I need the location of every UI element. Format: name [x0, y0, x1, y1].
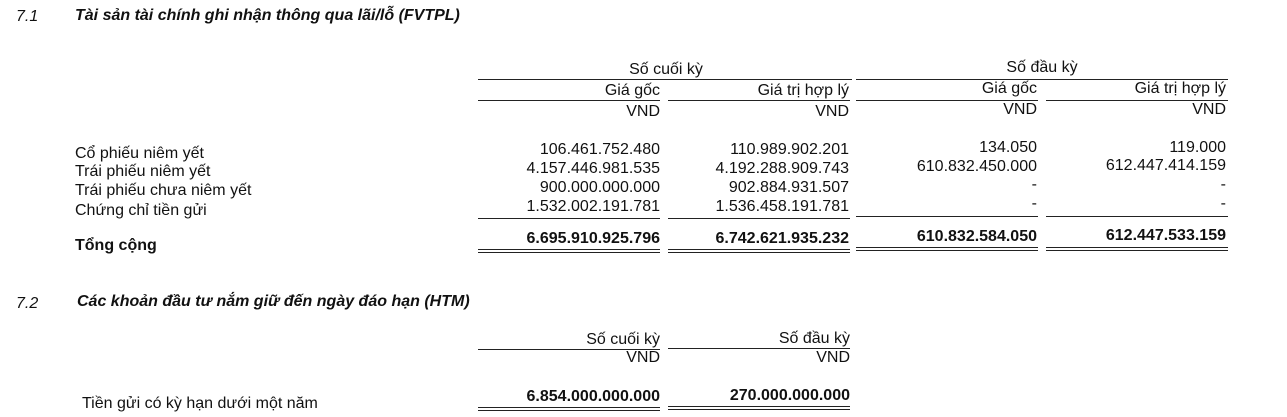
- section-number: 7.2: [16, 295, 39, 312]
- total-value: 612.447.533.159: [1105, 227, 1226, 244]
- cell-value: 900.000.000.000: [539, 179, 660, 196]
- unit-label: VND: [815, 103, 849, 120]
- total-double-rule: [856, 250, 1038, 251]
- total-value: 6.854.000.000.000: [526, 388, 660, 405]
- unit-label: VND: [1003, 101, 1037, 118]
- cell-value: 902.884.931.507: [728, 179, 849, 196]
- subtotal-rule: [478, 218, 660, 219]
- total-label: Tổng cộng: [75, 237, 157, 254]
- total-double-rule: [668, 252, 850, 253]
- cell-value: 610.832.450.000: [916, 158, 1037, 175]
- total-double-rule: [668, 406, 850, 407]
- col-header-fair-start: Giá trị hợp lý: [1134, 80, 1226, 97]
- total-double-rule: [478, 410, 660, 411]
- total-double-rule: [668, 409, 850, 410]
- group-header-start: Số đầu kỳ: [1006, 59, 1078, 76]
- row-label: Trái phiếu chưa niêm yết: [75, 182, 252, 199]
- total-double-rule: [478, 249, 660, 250]
- cell-value: 612.447.414.159: [1105, 157, 1226, 174]
- col-header-cost-start: Giá gốc: [981, 80, 1037, 97]
- cell-value: 106.461.752.480: [539, 141, 660, 158]
- subtotal-rule: [668, 218, 850, 219]
- col-header-cost-end: Giá gốc: [604, 82, 660, 99]
- cell-value: 110.989.902.201: [730, 141, 849, 158]
- cell-value: -: [1220, 176, 1226, 193]
- section-title: Các khoản đầu tư nắm giữ đến ngày đáo hạn (HTM): [77, 293, 470, 310]
- unit-label: VND: [816, 349, 850, 366]
- subtotal-rule: [1046, 216, 1228, 217]
- total-double-rule: [478, 407, 660, 408]
- col-header-end: Số cuối kỳ: [586, 331, 660, 348]
- subtotal-rule: [856, 216, 1038, 217]
- cell-value: 1.532.002.191.781: [526, 198, 660, 215]
- unit-label: VND: [1192, 101, 1226, 118]
- unit-label: VND: [626, 349, 660, 366]
- cell-value: 1.536.458.191.781: [715, 198, 849, 215]
- group-rule-end: [478, 79, 852, 80]
- cell-value: 119.000: [1169, 139, 1226, 156]
- total-value: 6.742.621.935.232: [715, 230, 849, 247]
- cell-value: -: [1031, 176, 1037, 193]
- section-number: 7.1: [16, 8, 39, 25]
- total-double-rule: [1046, 247, 1228, 248]
- col-header-start: Số đầu kỳ: [778, 330, 850, 347]
- cell-value: -: [1220, 195, 1226, 212]
- cell-value: -: [1031, 195, 1037, 212]
- total-value: 610.832.584.050: [916, 228, 1037, 245]
- total-double-rule: [668, 249, 850, 250]
- row-label: Chứng chỉ tiền gửi: [75, 202, 207, 219]
- row-label: Cổ phiếu niêm yết: [75, 145, 204, 162]
- total-double-rule: [856, 247, 1038, 248]
- section-title: Tài sản tài chính ghi nhận thông qua lãi/lỗ (FVTPL): [75, 7, 460, 24]
- cell-value: 4.192.288.909.743: [715, 160, 849, 177]
- cell-value: 4.157.446.981.535: [526, 160, 660, 177]
- row-label: Trái phiếu niêm yết: [75, 163, 211, 180]
- unit-label: VND: [626, 103, 660, 120]
- group-header-end: Số cuối kỳ: [629, 61, 703, 78]
- total-value: 270.000.000.000: [729, 387, 850, 404]
- header-rule: [478, 100, 660, 101]
- header-rule: [668, 100, 850, 101]
- total-double-rule: [478, 252, 660, 253]
- col-header-fair-end: Giá trị hợp lý: [757, 82, 849, 99]
- total-double-rule: [1046, 250, 1228, 251]
- cell-value: 134.050: [979, 139, 1037, 156]
- total-value: 6.695.910.925.796: [526, 230, 660, 247]
- row-label: Tiền gửi có kỳ hạn dưới một năm: [82, 395, 318, 412]
